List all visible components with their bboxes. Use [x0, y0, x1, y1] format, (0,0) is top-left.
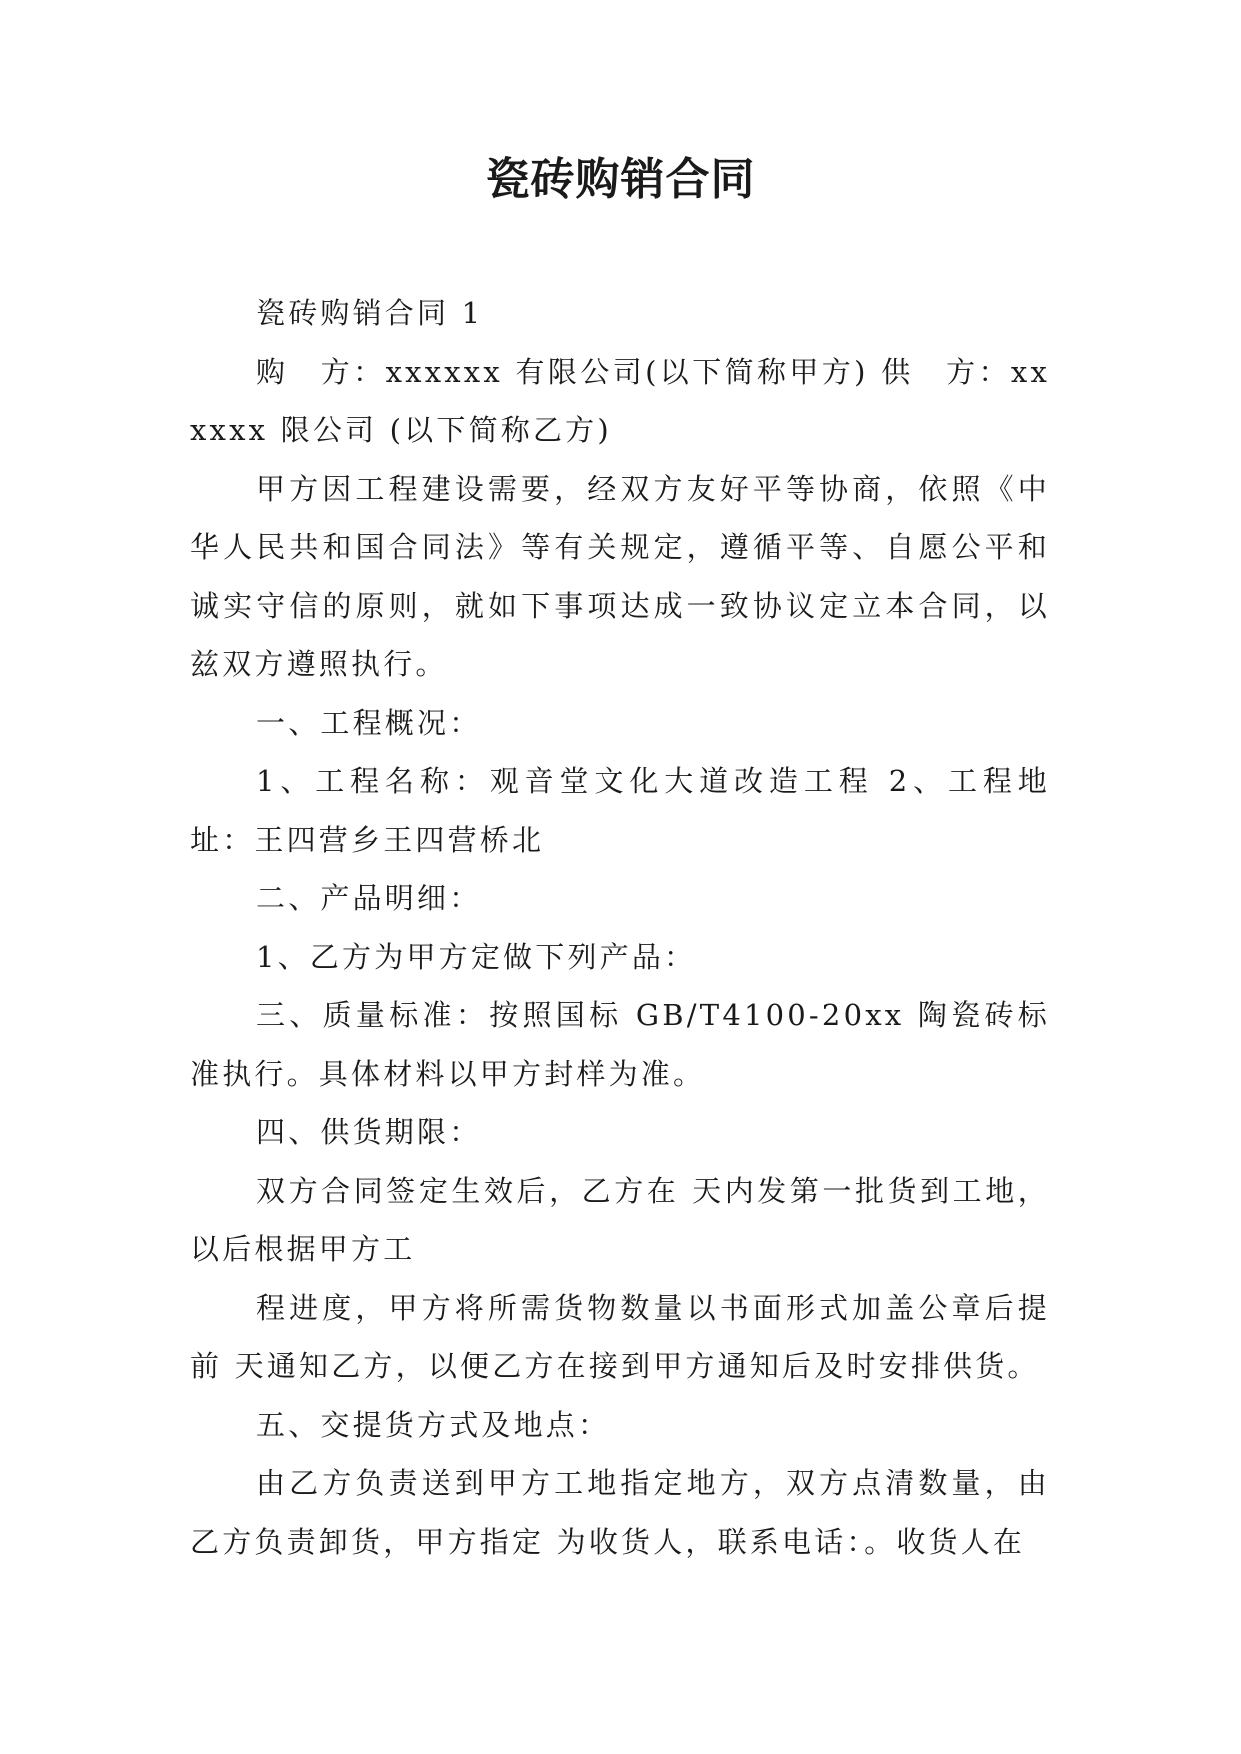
paragraph-supply-period-2: 程进度，甲方将所需货物数量以书面形式加盖公章后提前 天通知乙方，以便乙方在接到甲方通知后及时安排供货。 [190, 1290, 1050, 1383]
paragraph-delivery-method: 由乙方负责送到甲方工地指定地方，双方点清数量，由乙方负责卸货，甲方指定 为收货人，联系电话：。收货人在 [190, 1466, 1050, 1559]
paragraph-parties: 购 方：xxxxxx 有限公司(以下简称甲方) 供 方：xxxxxx 限公司 (以下简称乙方) [190, 354, 1050, 447]
paragraph-product-list: 1、乙方为甲方定做下列产品： [256, 939, 697, 974]
paragraph-subtitle: 瓷砖购销合同 1 [256, 296, 484, 330]
section-heading-product-details: 二、产品明细： [256, 881, 482, 915]
paragraph-supply-period-1: 双方合同签定生效后，乙方在 天内发第一批货到工地，以后根据甲方工 [190, 1173, 1050, 1266]
section-heading-delivery-method: 五、交提货方式及地点： [256, 1407, 611, 1442]
document-title: 瓷砖购销合同 [485, 154, 756, 205]
paragraph-quality-standard: 三、质量标准：按照国标 GB/T4100-20xx 陶瓷砖标准执行。具体材料以甲方封样为准。 [190, 998, 1050, 1091]
section-heading-project-overview: 一、工程概况： [256, 705, 482, 740]
paragraph-preamble: 甲方因工程建设需要，经双方友好平等协商，依照《中华人民共和国合同法》等有关规定，遵循平等、自愿公平和诚实守信的原则，就如下事项达成一致协议定立本合同，以兹双方遵照执行。 [190, 471, 1050, 681]
section-heading-supply-period: 四、供货期限： [256, 1115, 482, 1149]
paragraph-project-details: 1、工程名称：观音堂文化大道改造工程 2、工程地址：王四营乡王四营桥北 [190, 764, 1050, 857]
document-body [190, 284, 1050, 1571]
